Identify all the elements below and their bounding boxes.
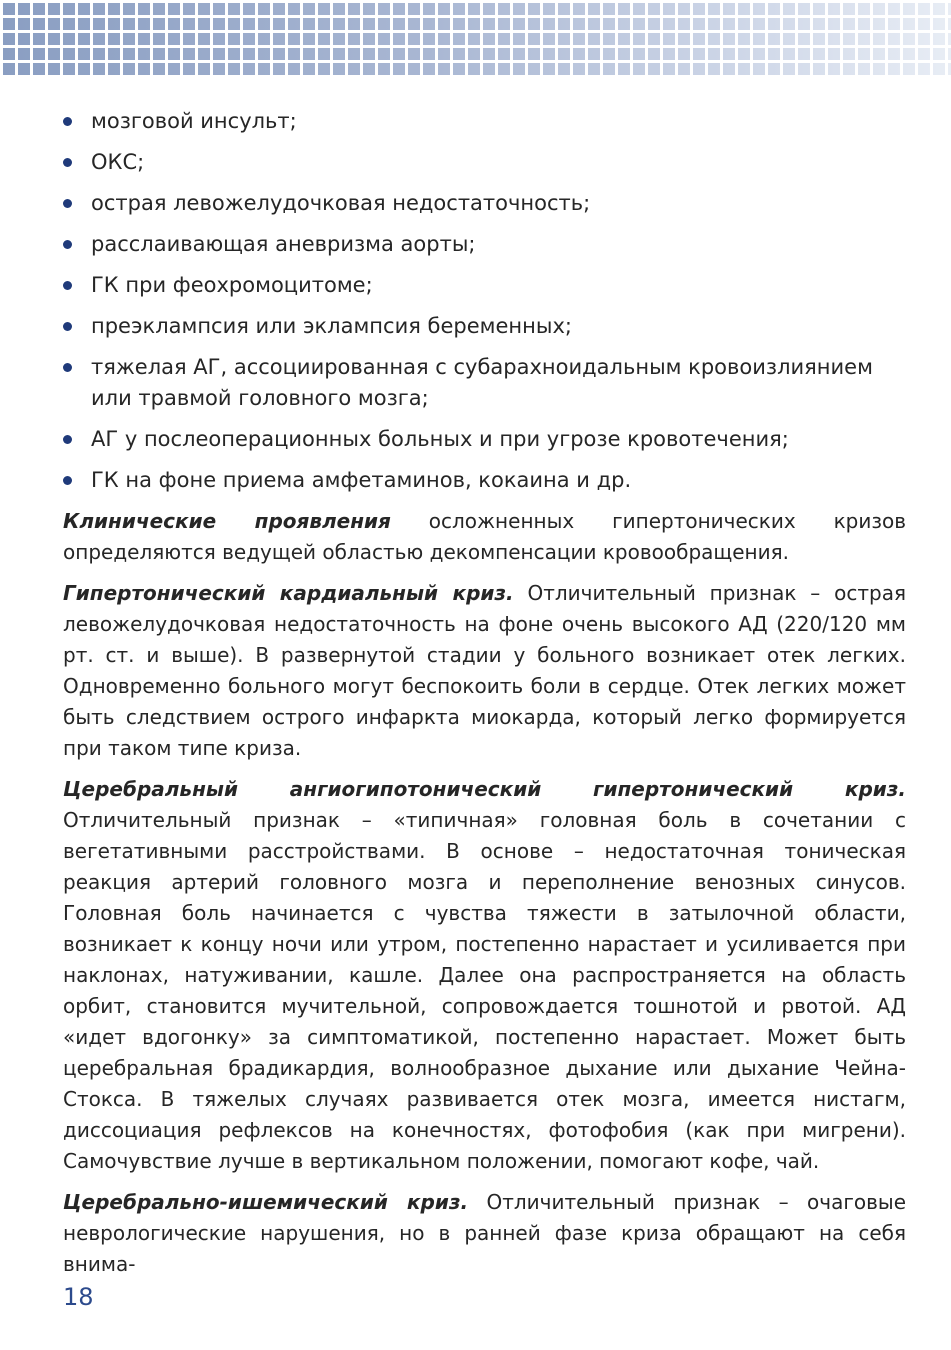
bullet-list [63, 106, 906, 496]
paragraph-cerebral-angiohypotonic-crisis [63, 774, 906, 1177]
list-item [63, 311, 906, 342]
bullet-icon [63, 117, 72, 126]
bullet-icon [63, 322, 72, 331]
bullet-icon [63, 476, 72, 485]
paragraph-term: Клинические проявления [63, 509, 391, 533]
bullet-icon [63, 158, 72, 167]
list-item-text: преэклампсия или эклампсия беременных; [91, 314, 572, 338]
list-item-text: ГК при феохромоцитоме; [91, 273, 373, 297]
bullet-icon [63, 435, 72, 444]
list-item-text: расслаивающая аневризма аорты; [91, 232, 476, 256]
list-item [63, 188, 906, 219]
list-item [63, 147, 906, 178]
list-item-text: ОКС; [91, 150, 145, 174]
paragraph-text: Отличительный признак – острая левожелудочковая недостаточность на фоне очень высокого АД (220/120 мм рт. ст. и выше). В развернутой стадии у больного возникает отек легких. Одновременно больного могут беспокоить боли в сердце. Отек легких может быть следствием острого инфаркта миокарда, который легко формируется при таком типе криза. [63, 581, 906, 760]
list-item [63, 352, 906, 414]
list-item [63, 465, 906, 496]
paragraph-text: Отличительный признак – «типичная» головная боль в сочетании с вегетативными расстройствами. В основе – недостаточная тоническая реакция артерий головного мозга и переполнение венозных синусов. Головная боль начинается с чувства тяжести в затылочной области, возникает к концу ночи или утром, постепенно нарастает и усиливается при наклонах, натуживании, кашле. Далее она распространяется на область орбит, становится мучительной, сопровождается тошнотой и рвотой. АД «идет вдогонку» за симптоматикой, постепенно нарастает. Может быть церебральная брадикардия, волнообразное дыхание или дыхание Чейна-Стокса. В тяжелых случаях развивается отек мозга, имеется нистагм, диссоциация рефлексов на конечностях, фотофобия (как при мигрени). Самочувствие лучше в вертикальном положении, помогают кофе, чай. [63, 808, 906, 1173]
paragraph-term: Церебрально-ишемический криз. [63, 1190, 469, 1214]
page-number: 18 [63, 1283, 94, 1311]
list-item [63, 424, 906, 455]
paragraph-term: Гипертонический кардиальный криз. [63, 581, 514, 605]
paragraph-clinical-manifestations [63, 506, 906, 568]
list-item [63, 229, 906, 260]
paragraph-text: Отличительный признак – очаговые неврологические нарушения, но в ранней фазе криза обращают на себя внима- [63, 1190, 906, 1276]
list-item-text: мозговой инсульт; [91, 109, 297, 133]
list-item-text: АГ у послеоперационных больных и при угрозе кровотечения; [91, 427, 789, 451]
list-item-text: ГК на фоне приема амфетаминов, кокаина и др. [91, 468, 632, 492]
paragraph-text: осложненных гипертонических кризов определяются ведущей областью декомпенсации кровообращения. [63, 509, 906, 564]
bullet-icon [63, 363, 72, 372]
paragraph-cardiac-crisis [63, 578, 906, 764]
bullet-icon [63, 281, 72, 290]
bullet-icon [63, 199, 72, 208]
page-content [63, 106, 906, 1290]
list-item-text: тяжелая АГ, ассоциированная с субарахноидальным кровоизлиянием или травмой головного мозга; [91, 355, 873, 410]
list-item [63, 270, 906, 301]
header-decorative-band [0, 0, 951, 76]
paragraph-term: Церебральный ангиогипотонический гипертонический криз. [63, 777, 906, 801]
list-item-text: острая левожелудочковая недостаточность; [91, 191, 591, 215]
header-grid-pattern [0, 0, 951, 76]
paragraph-cerebral-ischemic-crisis [63, 1187, 906, 1280]
bullet-icon [63, 240, 72, 249]
list-item [63, 106, 906, 137]
